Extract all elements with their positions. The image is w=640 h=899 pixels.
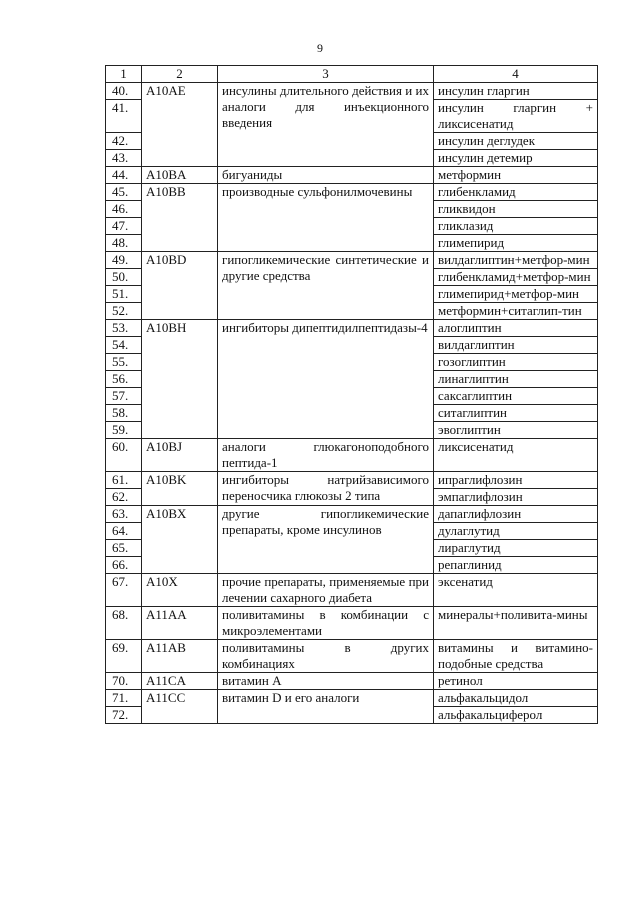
row-number-cell: 53. (106, 320, 142, 337)
table-row (106, 472, 598, 489)
row-number-cell: 70. (106, 673, 142, 690)
drug-name-cell: саксаглиптин (434, 388, 598, 405)
group-name-cell: витамин А (218, 673, 434, 690)
atc-code-cell: A10AE (142, 83, 218, 167)
drug-name-cell: глибенкламид+метфор-мин (434, 269, 598, 286)
drug-name-cell: ретинол (434, 673, 598, 690)
atc-code-cell: A11CA (142, 673, 218, 690)
row-number-cell: 50. (106, 269, 142, 286)
group-name-cell: ингибиторы натрийзависимого переносчика глюкозы 2 типа (218, 472, 434, 506)
row-number-cell: 44. (106, 167, 142, 184)
drug-name-cell: альфакальцидол (434, 690, 598, 707)
atc-code-cell: A10BX (142, 506, 218, 574)
table-row (106, 167, 598, 184)
row-number-cell: 51. (106, 286, 142, 303)
atc-code-cell: A10X (142, 574, 218, 607)
row-number-cell: 71. (106, 690, 142, 707)
atc-code-cell: A10BK (142, 472, 218, 506)
row-number-cell: 47. (106, 218, 142, 235)
row-number-cell: 57. (106, 388, 142, 405)
row-number-cell: 40. (106, 83, 142, 100)
row-number-cell: 56. (106, 371, 142, 388)
atc-code-cell: A10BD (142, 252, 218, 320)
atc-code-cell: A11CC (142, 690, 218, 724)
row-number-cell: 65. (106, 540, 142, 557)
table-row (106, 439, 598, 472)
drug-name-cell: ипраглифлозин (434, 472, 598, 489)
drug-name-cell: глимепирид (434, 235, 598, 252)
table-row (106, 690, 598, 707)
page-number: 9 (317, 41, 323, 55)
table-row (106, 574, 598, 607)
drug-name-cell: репаглинид (434, 557, 598, 574)
atc-code-cell: A10BB (142, 184, 218, 252)
header-cell: 2 (142, 66, 218, 83)
table-row (106, 320, 598, 337)
drug-name-cell: ситаглиптин (434, 405, 598, 422)
drug-name-cell: минералы+поливита-мины (434, 607, 598, 640)
atc-code-cell: A10BJ (142, 439, 218, 472)
row-number-cell: 69. (106, 640, 142, 673)
row-number-cell: 46. (106, 201, 142, 218)
group-name-cell: другие гипогликемические препараты, кроме инсулинов (218, 506, 434, 574)
group-name-cell: бигуаниды (218, 167, 434, 184)
row-number-cell: 68. (106, 607, 142, 640)
drug-name-cell: альфакальциферол (434, 707, 598, 724)
row-number-cell: 64. (106, 523, 142, 540)
group-name-cell: прочие препараты, применяемые при лечении сахарного диабета (218, 574, 434, 607)
drug-name-cell: инсулин детемир (434, 150, 598, 167)
table-row (106, 506, 598, 523)
row-number-cell: 66. (106, 557, 142, 574)
row-number-cell: 49. (106, 252, 142, 269)
drug-name-cell: эмпаглифлозин (434, 489, 598, 506)
table-row (106, 83, 598, 100)
atc-code-cell: A10BA (142, 167, 218, 184)
row-number-cell: 42. (106, 133, 142, 150)
drug-classification-table (105, 65, 598, 724)
row-number-cell: 43. (106, 150, 142, 167)
drug-name-cell: лираглутид (434, 540, 598, 557)
group-name-cell: гипогликемические синтетические и другие средства (218, 252, 434, 320)
row-number-cell: 52. (106, 303, 142, 320)
atc-code-cell: A10BH (142, 320, 218, 439)
drug-name-cell: инсулин гларгин + ликсисенатид (434, 100, 598, 133)
drug-name-cell: метформин+ситаглип-тин (434, 303, 598, 320)
group-name-cell: витамин D и его аналоги (218, 690, 434, 724)
drug-name-cell: инсулин деглудек (434, 133, 598, 150)
table-row (106, 252, 598, 269)
drug-name-cell: вилдаглиптин (434, 337, 598, 354)
header-cell: 1 (106, 66, 142, 83)
row-number-cell: 41. (106, 100, 142, 133)
drug-name-cell: глимепирид+метфор-мин (434, 286, 598, 303)
group-name-cell: аналоги глюкагоноподобного пептида-1 (218, 439, 434, 472)
drug-name-cell: инсулин гларгин (434, 83, 598, 100)
row-number-cell: 59. (106, 422, 142, 439)
row-number-cell: 48. (106, 235, 142, 252)
drug-name-cell: эксенатид (434, 574, 598, 607)
drug-name-cell: ликсисенатид (434, 439, 598, 472)
atc-code-cell: A11AB (142, 640, 218, 673)
row-number-cell: 54. (106, 337, 142, 354)
group-name-cell: ингибиторы дипептидилпептидазы-4 (218, 320, 434, 439)
drug-name-cell: алоглиптин (434, 320, 598, 337)
row-number-cell: 55. (106, 354, 142, 371)
drug-name-cell: гозоглиптин (434, 354, 598, 371)
row-number-cell: 67. (106, 574, 142, 607)
drug-name-cell: гликвидон (434, 201, 598, 218)
drug-name-cell: дулаглутид (434, 523, 598, 540)
header-cell: 3 (218, 66, 434, 83)
drug-name-cell: дапаглифлозин (434, 506, 598, 523)
drug-name-cell: линаглиптин (434, 371, 598, 388)
row-number-cell: 72. (106, 707, 142, 724)
table-row (106, 607, 598, 640)
row-number-cell: 63. (106, 506, 142, 523)
drug-name-cell: глибенкламид (434, 184, 598, 201)
group-name-cell: поливитамины в комбинации с микроэлементами (218, 607, 434, 640)
header-cell: 4 (434, 66, 598, 83)
drug-name-cell: гликлазид (434, 218, 598, 235)
row-number-cell: 62. (106, 489, 142, 506)
drug-name-cell: эвоглиптин (434, 422, 598, 439)
table-row (106, 640, 598, 673)
table-body (106, 66, 598, 724)
group-name-cell: поливитамины в других комбинациях (218, 640, 434, 673)
group-name-cell: производные сульфонилмочевины (218, 184, 434, 252)
row-number-cell: 60. (106, 439, 142, 472)
table-row (106, 184, 598, 201)
drug-name-cell: вилдаглиптин+метфор-мин (434, 252, 598, 269)
drug-name-cell: метформин (434, 167, 598, 184)
group-name-cell: инсулины длительного действия и их аналоги для инъекционного введения (218, 83, 434, 167)
table-row (106, 673, 598, 690)
drug-name-cell: витамины и витамино-подобные средства (434, 640, 598, 673)
row-number-cell: 58. (106, 405, 142, 422)
atc-code-cell: A11AA (142, 607, 218, 640)
row-number-cell: 45. (106, 184, 142, 201)
row-number-cell: 61. (106, 472, 142, 489)
table-header-row (106, 66, 598, 83)
